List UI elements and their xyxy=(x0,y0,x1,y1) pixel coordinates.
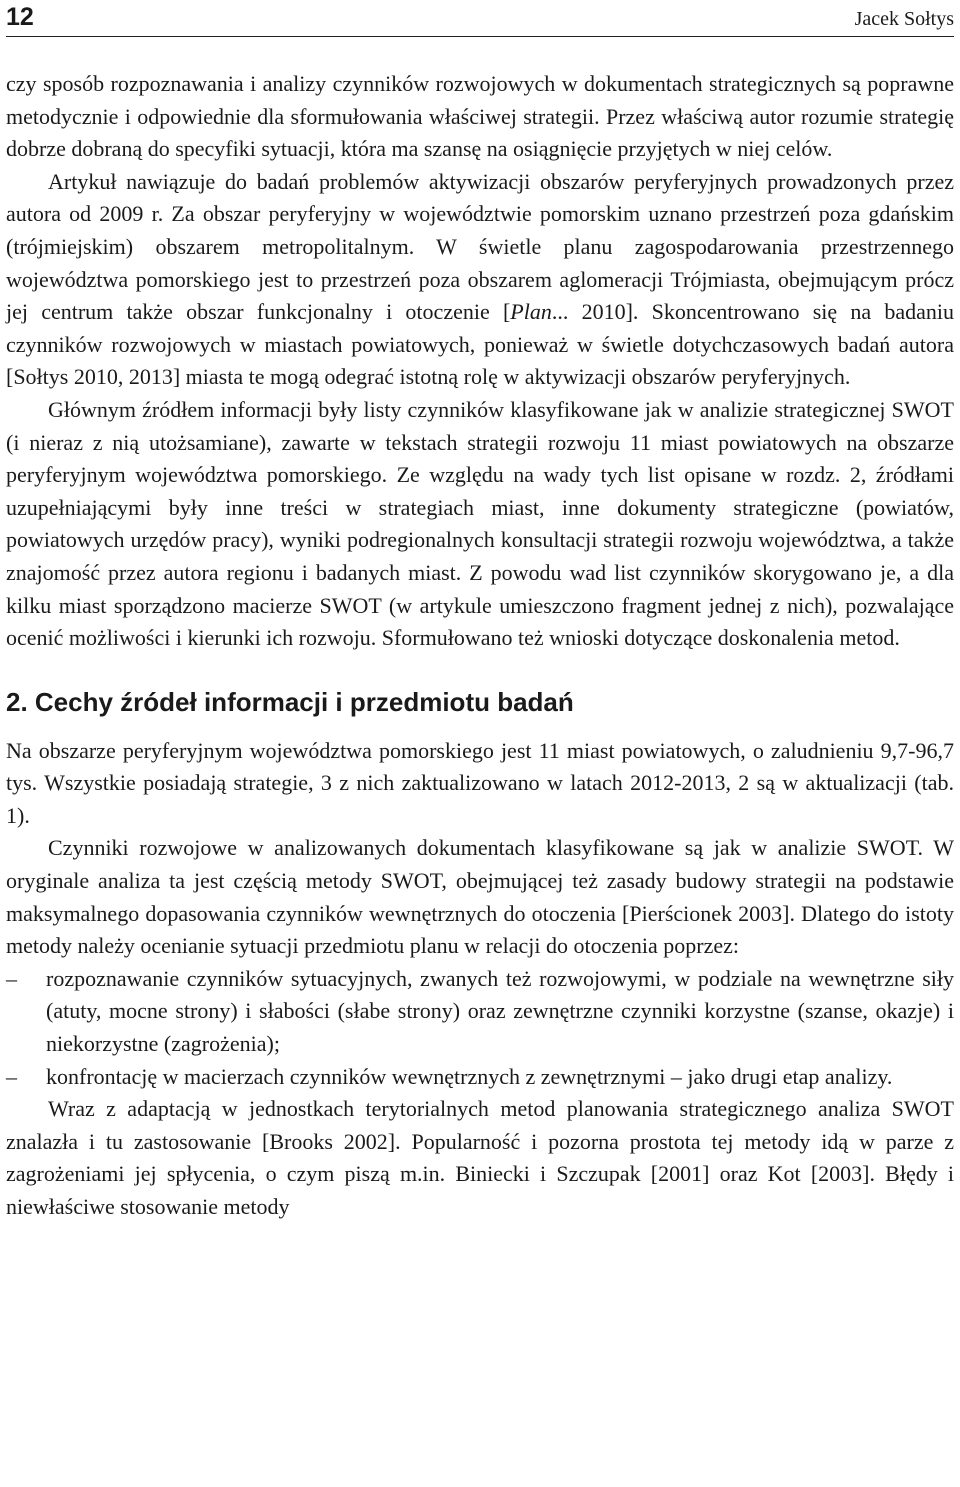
swot-steps-list xyxy=(6,963,954,1093)
page-number: 12 xyxy=(6,3,34,31)
dash-bullet: – xyxy=(6,965,17,991)
dash-bullet: – xyxy=(6,1063,17,1089)
page-body xyxy=(6,68,954,1224)
paragraph-towns-overview: Na obszarze peryferyjnym województwa pomorskiego jest 11 miast powiatowych, o zaludnieniu 9,7-96,7 tys. Wszystkie posiadają strategie, 3 z nich zaktualizowano w latach 2012-2013, 2 są w aktualizacji (tab. 1). xyxy=(6,737,954,828)
paragraph-information-sources: Głównym źródłem informacji były listy czynników klasyfikowane jak w analizie strategicznej SWOT (i nieraz z nią utożsamiane), zawarte w tekstach strategii rozwoju 11 miast powiatowych na obszarze peryferyjnym województwa pomorskiego. Ze względu na wady tych list opisane w rozdz. 2, źródłami uzupełniającymi były inne treści w strategiach miast, inne dokumenty strategiczne (powiatów, powiatowych urzędów pracy), wyniki podregionalnych konsultacji strategii rozwoju województwa, a także znajomość przez autora regionu i badanych miast. Z powodu wad list czynników skorygowano je, a dla kilku miast sporządzono macierze SWOT (w artykule umieszczono fragment jednej z nich), pozwalające ocenić możliwości i kierunki ich rozwoju. Sformułowano też wnioski dotyczące doskonalenia metod. xyxy=(6,396,954,651)
list-item-text: konfrontację w macierzach czynników wewnętrznych z zewnętrznymi – jako drugi etap analizy. xyxy=(46,1063,893,1089)
paragraph-text: Artykuł nawiązuje do badań problemów aktywizacji obszarów peryferyjnych prowadzonych przez autora od 2009 r. Za obszar peryferyjny w województwie pomorskim uznano przestrzeń poza gdańskim (trójmiejskim) obszarem metropolitalnym. W świetle planu zagospodarowania przestrzennego województwa pomorskiego jest to przestrzeń poza obszarem aglomeracji Trójmiasta, obejmującym prócz jej centrum także obszar funkcjonalny i otoczenie [ xyxy=(6,168,954,325)
paragraph-text: ... 2010]. Skoncentrowano się na badaniu czynników rozwojowych w miastach powiatowych, ponieważ w świetle dotychczasowych badań autora [Sołtys 2010, 2013] miasta te mogą odegrać istotną rolę w aktywizacji obszarów peryferyjnych. xyxy=(6,299,954,390)
list-item xyxy=(6,1061,954,1094)
page-header xyxy=(6,0,954,37)
section-heading: 2. Cechy źródeł informacji i przedmiotu badań xyxy=(6,686,574,717)
citation-italic-title: Plan xyxy=(510,299,552,325)
paragraph-swot-method: Czynniki rozwojowe w analizowanych dokumentach klasyfikowane są jak w analizie SWOT. W oryginale analiza ta jest częścią metody SWOT, obejmującej też zasady budowy strategii na podstawie maksymalnego dopasowania czynników wewnętrznych do otoczenia [Pierścionek 2003]. Dlatego do istoty metody należy ocenianie sytuacji przedmiotu planu w relacji do otoczenia poprzez: xyxy=(6,835,954,959)
paragraph-intro-continuation: czy sposób rozpoznawania i analizy czynników rozwojowych w dokumentach strategicznych są poprawne metodycznie i odpowiednie dla sformułowania właściwej strategii. Przez właściwą autor rozumie strategię dobrze dobraną do specyfiki sytuacji, która ma szansę na osiągnięcie przyjętych w niej celów. xyxy=(6,71,954,162)
list-item xyxy=(6,963,954,1061)
paragraph-research-context xyxy=(6,166,954,394)
list-item-text: rozpoznawanie czynników sytuacyjnych, zwanych też rozwojowymi, w podziale na wewnętrzne siły (atuty, mocne strony) i słabości (słabe strony) oraz zewnętrzne czynniki korzystne (szanse, okazje) i niekorzystne (zagrożenia); xyxy=(46,965,954,1057)
running-head-author: Jacek Sołtys xyxy=(854,8,954,30)
paragraph-swot-adaptation: Wraz z adaptacją w jednostkach terytorialnych metod planowania strategicznego analiza SWOT znalazła i tu zastosowanie [Brooks 2002]. Popularność i pozorna prostota tej metody idą w parze z zagrożeniami jej spłycenia, o czym piszą m.in. Biniecki i Szczupak [2001] oraz Kot [2003]. Błędy i niewłaściwe stosowanie metody xyxy=(6,1096,954,1219)
